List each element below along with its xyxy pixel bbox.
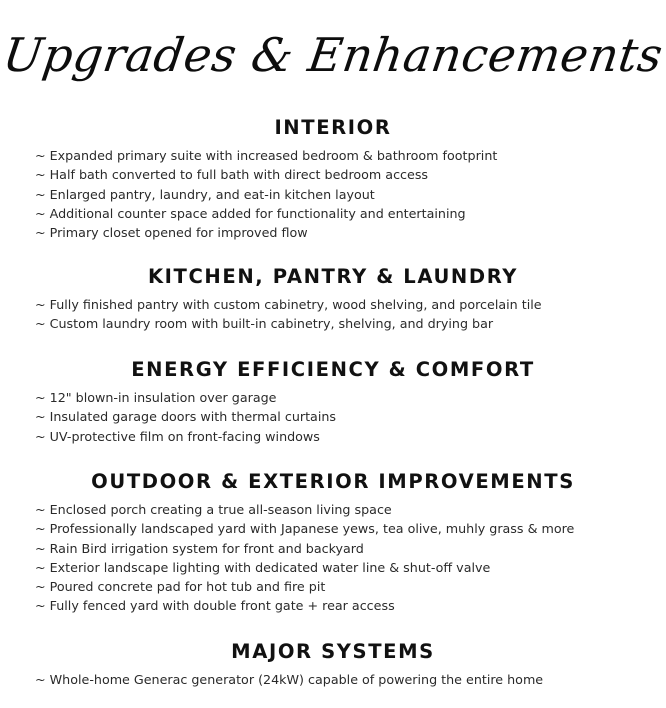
page-title: Upgrades & Enhancements bbox=[0, 28, 666, 82]
section-heading: KITCHEN, PANTRY & LAUNDRY bbox=[147, 265, 519, 288]
list-item bbox=[35, 427, 666, 446]
bullet-dash: ~ bbox=[35, 225, 46, 241]
list-item bbox=[35, 295, 666, 314]
section-interior bbox=[0, 116, 666, 242]
bullet-list bbox=[0, 295, 666, 334]
bullet-list bbox=[0, 388, 666, 446]
list-item-text: 12" blown-in insulation over garage bbox=[49, 390, 277, 405]
section-heading: ENERGY EFFICIENCY & COMFORT bbox=[131, 358, 535, 381]
bullet-dash: ~ bbox=[35, 502, 46, 517]
list-item-text: Exterior landscape lighting with dedicated water line & shut-off valve bbox=[49, 559, 491, 575]
list-item-text: Additional counter space added for functionality and entertaining bbox=[49, 205, 466, 221]
list-item bbox=[35, 165, 666, 184]
bullet-dash: ~ bbox=[35, 579, 46, 595]
list-item bbox=[35, 146, 666, 165]
list-item-text: Primary closet opened for improved flow bbox=[49, 225, 308, 241]
section-outdoor-exterior bbox=[0, 470, 666, 616]
bullet-dash: ~ bbox=[35, 297, 46, 312]
bullet-dash: ~ bbox=[35, 186, 46, 202]
section-energy-efficiency bbox=[0, 358, 666, 446]
bullet-dash: ~ bbox=[35, 205, 46, 221]
list-item-text: Half bath converted to full bath with direct bedroom access bbox=[49, 167, 429, 183]
list-item bbox=[35, 314, 666, 333]
list-item bbox=[35, 407, 666, 426]
section-heading: OUTDOOR & EXTERIOR IMPROVEMENTS bbox=[91, 470, 575, 493]
list-item bbox=[35, 223, 666, 242]
list-item-text: Whole-home Generac generator (24kW) capable of powering the entire home bbox=[49, 672, 544, 687]
section-heading: INTERIOR bbox=[274, 116, 392, 139]
list-item bbox=[35, 519, 666, 538]
list-item-text: Custom laundry room with built-in cabinetry, shelving, and drying bar bbox=[49, 316, 494, 332]
list-item bbox=[35, 577, 666, 596]
list-item bbox=[35, 204, 666, 223]
bullet-dash: ~ bbox=[35, 521, 46, 537]
list-item bbox=[35, 185, 666, 204]
bullet-list bbox=[0, 500, 666, 616]
bullet-dash: ~ bbox=[35, 540, 46, 556]
list-item-text: Insulated garage doors with thermal curtains bbox=[49, 409, 337, 425]
bullet-dash: ~ bbox=[35, 409, 46, 425]
bullet-list bbox=[0, 146, 666, 242]
bullet-dash: ~ bbox=[35, 559, 46, 575]
list-item-text: Enclosed porch creating a true all-season living space bbox=[49, 502, 392, 517]
list-item-text: Expanded primary suite with increased bedroom & bathroom footprint bbox=[49, 148, 498, 163]
list-item-text: Fully finished pantry with custom cabinetry, wood shelving, and porcelain tile bbox=[49, 297, 542, 312]
bullet-list bbox=[0, 670, 666, 689]
section-major-systems bbox=[0, 640, 666, 689]
section-kitchen-pantry-laundry bbox=[0, 265, 666, 334]
list-item bbox=[35, 596, 666, 615]
list-item bbox=[35, 558, 666, 577]
section-heading: MAJOR SYSTEMS bbox=[231, 640, 435, 663]
bullet-dash: ~ bbox=[35, 428, 46, 444]
list-item-text: Rain Bird irrigation system for front and backyard bbox=[49, 540, 364, 556]
list-item-text: Fully fenced yard with double front gate + rear access bbox=[49, 598, 395, 614]
bullet-dash: ~ bbox=[35, 316, 46, 332]
bullet-dash: ~ bbox=[35, 167, 46, 183]
list-item-text: Enlarged pantry, laundry, and eat-in kitchen layout bbox=[49, 186, 375, 202]
list-item bbox=[35, 388, 666, 407]
list-item bbox=[35, 539, 666, 558]
bullet-dash: ~ bbox=[35, 390, 46, 405]
bullet-dash: ~ bbox=[35, 148, 46, 163]
bullet-dash: ~ bbox=[35, 672, 46, 687]
list-item-text: Poured concrete pad for hot tub and fire pit bbox=[49, 579, 326, 595]
list-item-text: UV-protective film on front-facing windows bbox=[49, 428, 320, 444]
list-item bbox=[35, 500, 666, 519]
list-item bbox=[35, 670, 666, 689]
list-item-text: Professionally landscaped yard with Japanese yews, tea olive, muhly grass & more bbox=[49, 521, 575, 537]
bullet-dash: ~ bbox=[35, 598, 46, 614]
